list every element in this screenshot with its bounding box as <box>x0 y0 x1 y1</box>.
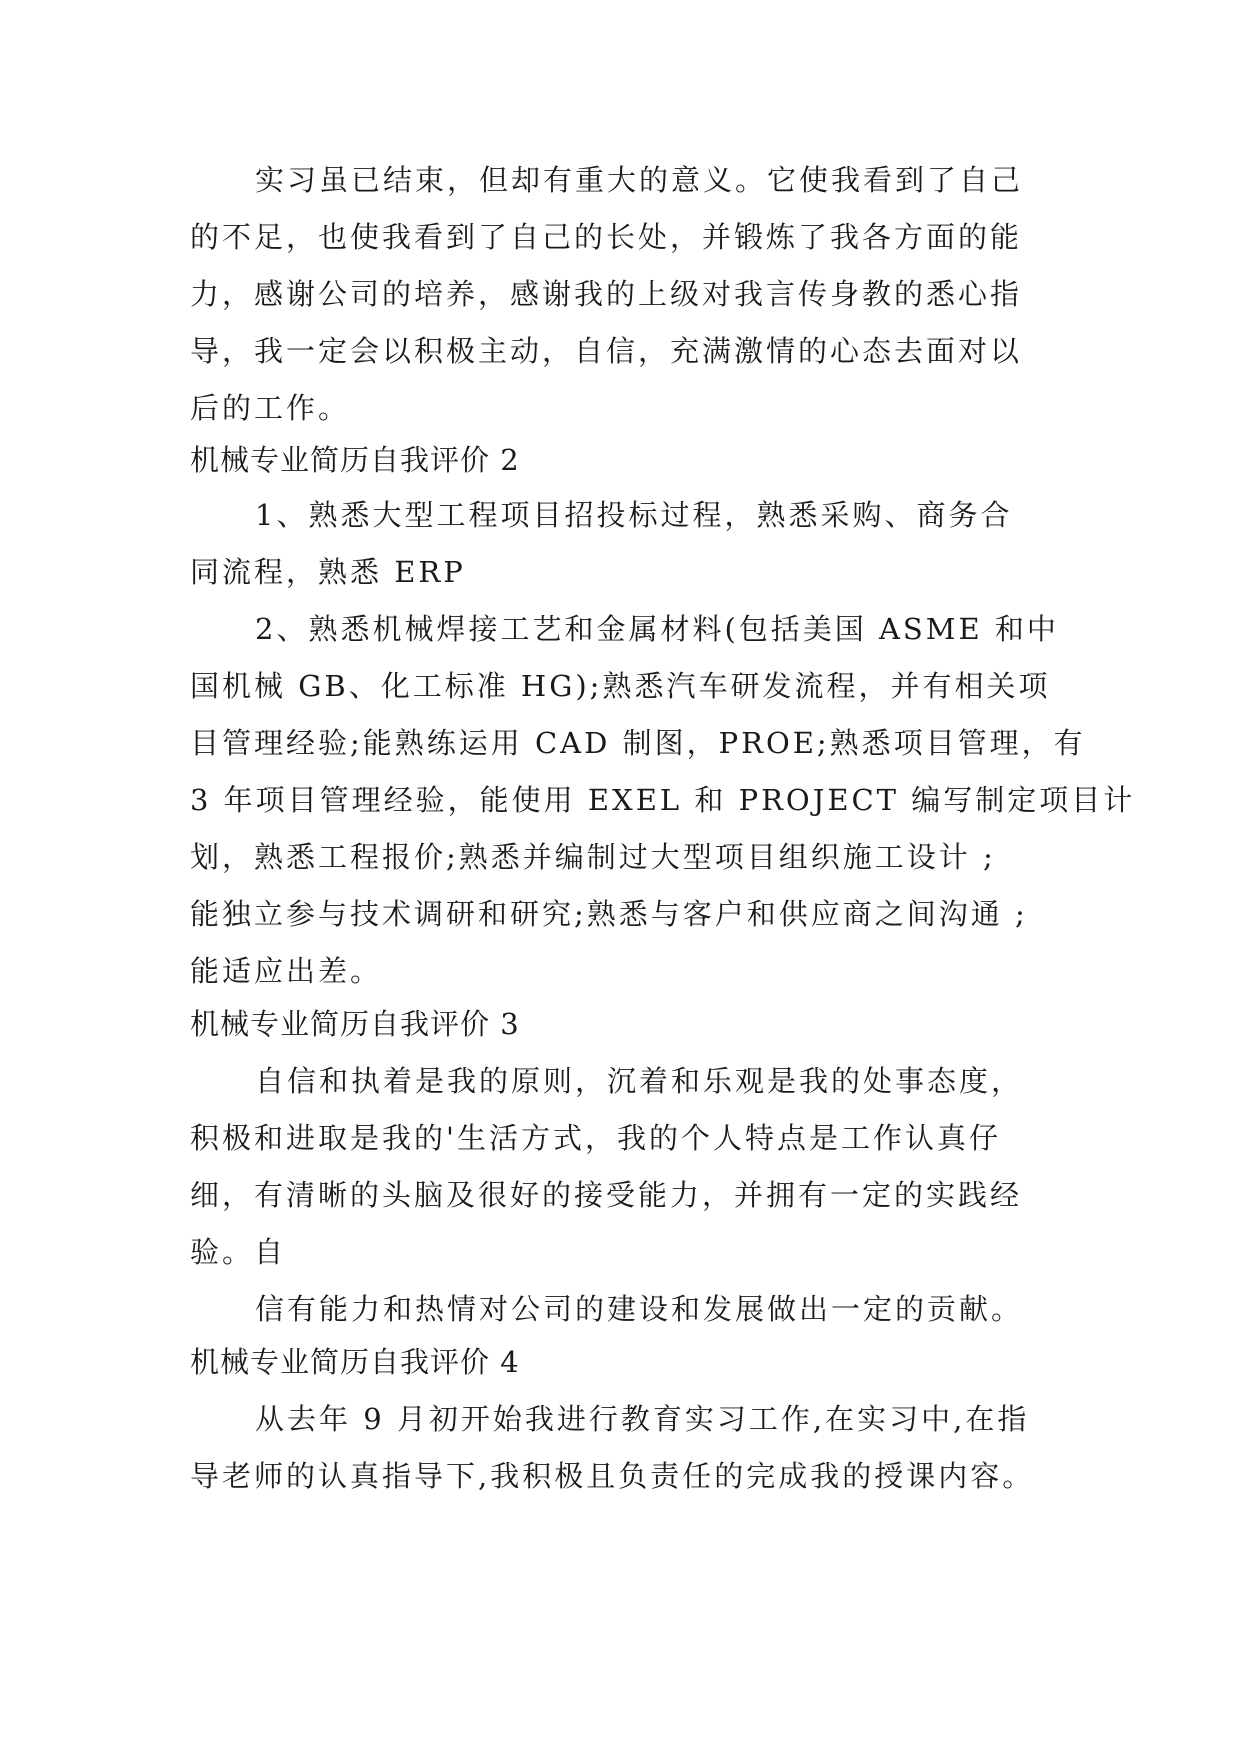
section-heading: 机械专业简历自我评价 4 <box>190 1345 520 1379</box>
paragraph-line: 1、熟悉大型工程项目招投标过程，熟悉采购、商务合 <box>255 498 1013 532</box>
paragraph-line: 划，熟悉工程报价;熟悉并编制过大型项目组织施工设计 ; <box>190 840 996 874</box>
section-heading: 机械专业简历自我评价 2 <box>190 443 520 477</box>
paragraph-line: 实习虽已结束，但却有重大的意义。它使我看到了自己 <box>255 163 1024 197</box>
paragraph-line: 同流程，熟悉 ERP <box>190 555 466 589</box>
paragraph-line: 后的工作。 <box>190 391 351 425</box>
paragraph-line: 信有能力和热情对公司的建设和发展做出一定的贡献。 <box>255 1292 1024 1326</box>
paragraph-line: 导老师的认真指导下,我积极且负责任的完成我的授课内容。 <box>190 1459 1035 1493</box>
paragraph-line: 2、熟悉机械焊接工艺和金属材料(包括美国 ASME 和中 <box>255 612 1059 646</box>
paragraph-line: 力，感谢公司的培养，感谢我的上级对我言传身教的悉心指 <box>190 277 1023 311</box>
paragraph-line: 积极和进取是我的'生活方式，我的个人特点是工作认真仔 <box>190 1121 1001 1155</box>
paragraph-line: 验。自 <box>190 1235 287 1269</box>
paragraph-line: 能适应出差。 <box>190 954 383 988</box>
paragraph-line: 国机械 GB、化工标准 HG);熟悉汽车研发流程，并有相关项 <box>190 669 1051 703</box>
paragraph-line: 从去年 9 月初开始我进行教育实习工作,在实习中,在指 <box>255 1402 1030 1436</box>
paragraph-line: 导，我一定会以积极主动，自信，充满激情的心态去面对以 <box>190 334 1023 368</box>
section-heading: 机械专业简历自我评价 3 <box>190 1007 520 1041</box>
paragraph-line: 的不足，也使我看到了自己的长处，并锻炼了我各方面的能 <box>190 220 1023 254</box>
paragraph-line: 目管理经验;能熟练运用 CAD 制图，PROE;熟悉项目管理，有 <box>190 726 1086 760</box>
paragraph-line: 自信和执着是我的原则，沉着和乐观是我的处事态度， <box>255 1064 1024 1098</box>
paragraph-line: 能独立参与技术调研和研究;熟悉与客户和供应商之间沟通 ; <box>190 897 1028 931</box>
paragraph-line: 细，有清晰的头脑及很好的接受能力，并拥有一定的实践经 <box>190 1178 1023 1212</box>
paragraph-line: 3 年项目管理经验，能使用 EXEL 和 PROJECT 编写制定项目计 <box>190 783 1136 817</box>
